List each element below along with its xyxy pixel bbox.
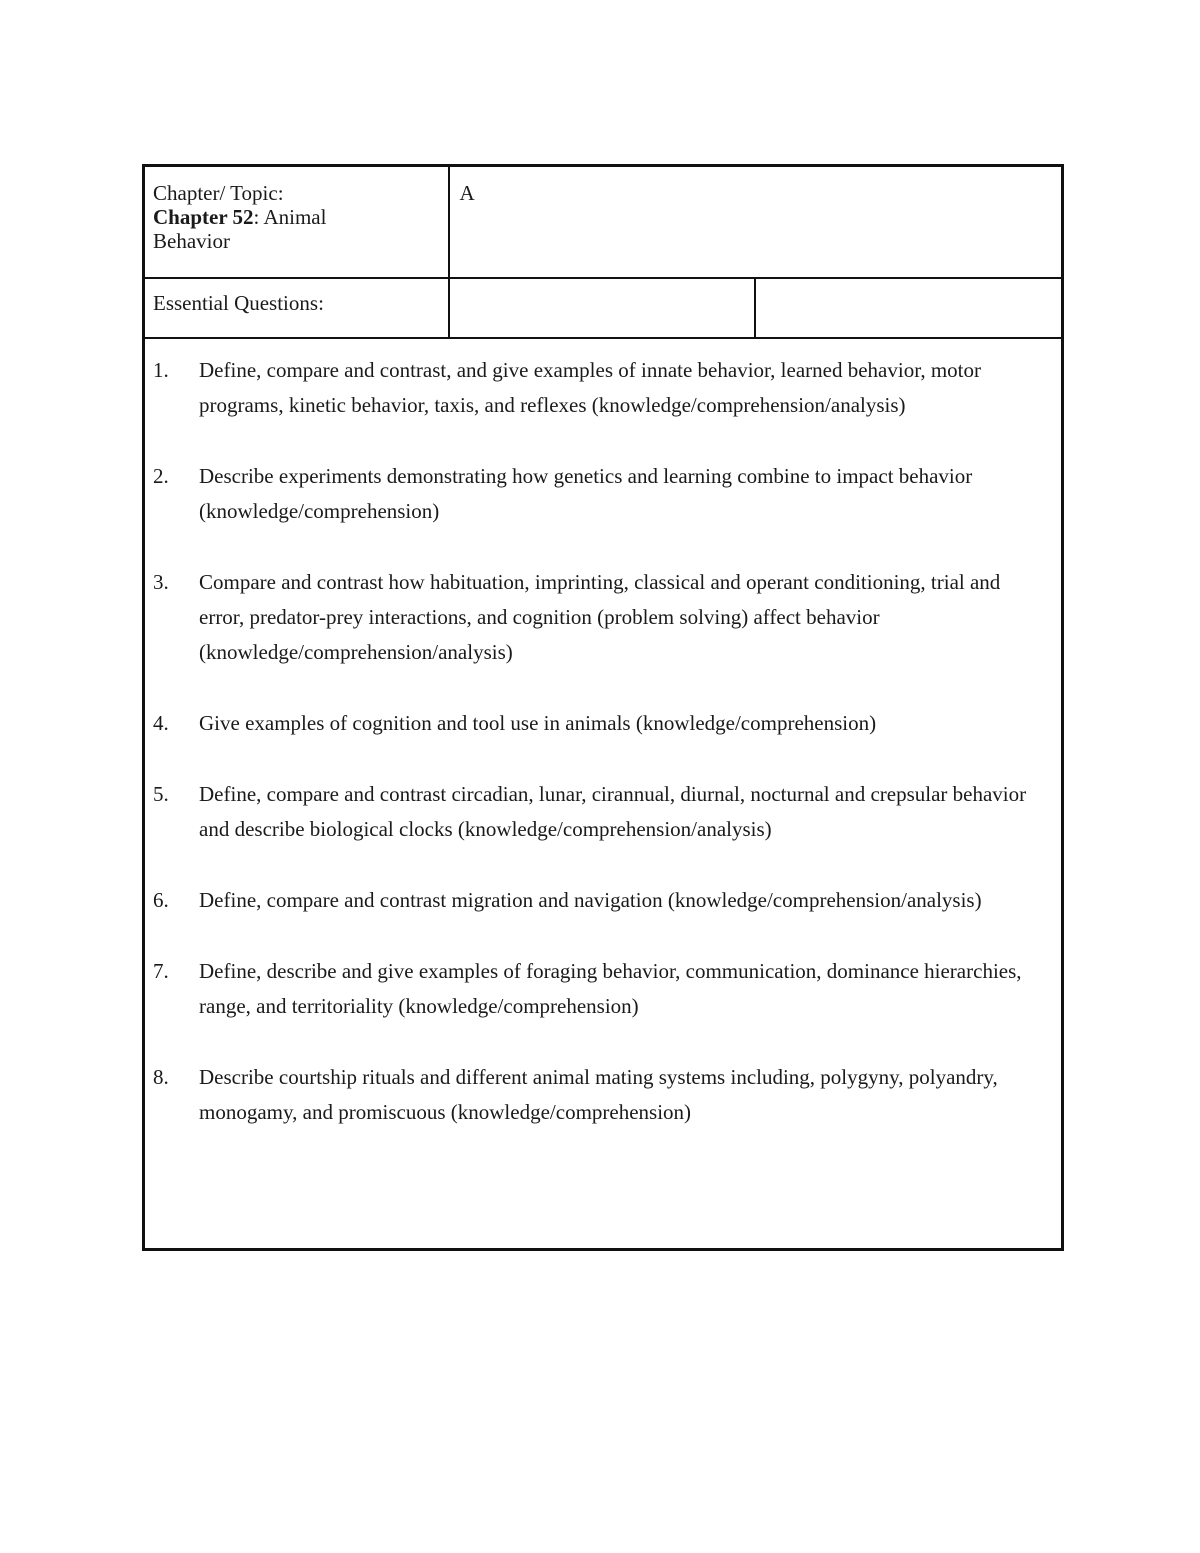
question-number: 1. [153,358,169,382]
essential-empty-cell-1 [449,278,755,338]
question-text: Compare and contrast how habituation, imprinting, classical and operant conditioning, trial and error, predator-prey interactions, and cognition (problem solving) affect behavior (knowledge/comprehension/analysis) [199,570,1001,664]
question-list [153,353,1049,1130]
question-item-4 [153,706,1049,741]
question-item-1 [153,353,1049,423]
chapter-table [142,164,1064,1251]
essential-label-cell [144,278,449,338]
header-row [144,166,1063,279]
question-text: Define, compare and contrast circadian, lunar, cirannual, diurnal, nocturnal and crepsular behavior and describe biological clocks (knowledge/comprehension/analysis) [199,782,1027,841]
questions-row [144,338,1063,1250]
essential-empty-cell-2 [755,278,1063,338]
question-item-2 [153,459,1049,529]
question-text: Define, compare and contrast, and give examples of innate behavior, learned behavior, motor programs, kinetic behavior, taxis, and reflexes (knowledge/comprehension/analysis) [199,358,982,417]
question-text: Define, compare and contrast migration and navigation (knowledge/comprehension/analysis) [199,888,982,912]
question-item-5 [153,777,1049,847]
question-text: Describe courtship rituals and different animal mating systems including, polygyny, polyandry, monogamy, and promiscuous (knowledge/comprehension) [199,1065,998,1124]
question-number: 5. [153,782,169,806]
topic-cell [144,166,449,279]
question-number: 7. [153,959,169,983]
question-item-8 [153,1060,1049,1130]
chapter-number: Chapter 52 [153,205,254,229]
question-text: Describe experiments demonstrating how genetics and learning combine to impact behavior (knowledge/comprehension) [199,464,973,523]
question-item-6 [153,883,1049,918]
essential-questions-label: Essential Questions: [153,291,324,315]
right-header-cell [449,166,1063,279]
topic-label: Chapter/ Topic: [153,181,284,205]
chapter-name: : Animal [253,205,327,229]
question-number: 8. [153,1065,169,1089]
essential-row [144,278,1063,338]
question-number: 6. [153,888,169,912]
question-number: 3. [153,570,169,594]
chapter-title [153,205,440,229]
chapter-name-line2: Behavior [153,229,230,253]
question-item-7 [153,954,1049,1024]
question-number: 2. [153,464,169,488]
question-text: Give examples of cognition and tool use in animals (knowledge/comprehension) [199,711,877,735]
question-item-3 [153,565,1049,670]
right-header-text: A [459,181,475,205]
question-text: Define, describe and give examples of foraging behavior, communication, dominance hierarchies, range, and territoriality (knowledge/comprehension) [199,959,1022,1018]
question-number: 4. [153,711,169,735]
questions-cell [144,338,1063,1250]
